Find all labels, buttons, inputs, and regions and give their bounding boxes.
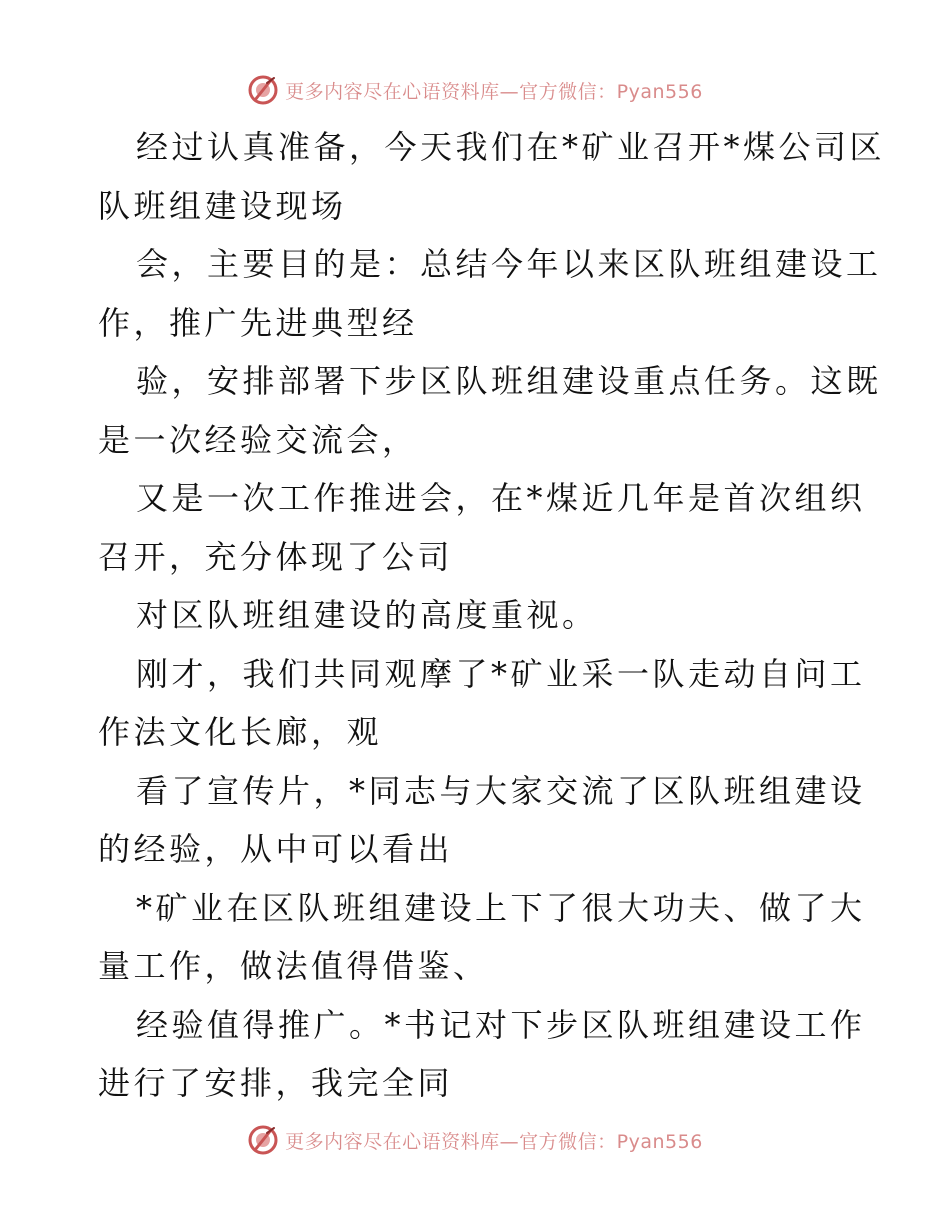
text-line: 又是一次工作推进会，在*煤近几年是首次组织 [136,479,866,517]
text-line: *矿业在区队班组建设上下了很大功夫、做了大 [136,888,866,927]
document-body [98,118,886,1113]
paragraph [98,235,882,352]
text-line: 对区队班组建设的高度重视。 [136,596,598,634]
watermark-text: 更多内容尽在心语资料库—官方微信：Pyan556 [285,1130,703,1153]
text-line: 作法文化长廊，观 [98,713,383,751]
paragraph [98,118,886,235]
text-line: 刚才，我们共同观摩了*矿业采一队走动自问工 [136,654,866,693]
text-line: 是一次经验交流会， [98,420,418,459]
seal-logo-icon [247,74,279,106]
watermark-text: 更多内容尽在心语资料库—官方微信：Pyan556 [285,80,703,103]
text-line: 的经验，从中可以看出 [98,830,454,868]
text-line: 召开，充分体现了公司 [98,537,454,576]
paragraph [98,879,866,996]
footer-watermark [0,1120,950,1160]
paragraph [98,469,866,586]
text-line: 经过认真准备，今天我们在*矿业召开*煤公司区 [136,128,886,166]
text-line: 经验值得推广。*书记对下步区队班组建设工作 [136,1005,866,1044]
text-line: 会，主要目的是：总结今年以来区队班组建设工 [136,245,882,283]
text-line: 队班组建设现场 [98,186,347,225]
paragraph [98,586,858,645]
paragraph [98,352,882,469]
paragraph [98,645,866,762]
paragraph [98,996,866,1113]
text-line: 验，安排部署下步区队班组建设重点任务。这既 [136,362,882,400]
text-line: 量工作，做法值得借鉴、 [98,947,489,985]
header-watermark [0,70,950,110]
seal-logo-icon [247,1124,279,1156]
text-line: 看了宣传片，*同志与大家交流了区队班组建设 [136,771,866,810]
paragraph [98,762,866,879]
text-line: 进行了安排，我完全同 [98,1064,454,1102]
text-line: 作，推广先进典型经 [98,303,418,342]
